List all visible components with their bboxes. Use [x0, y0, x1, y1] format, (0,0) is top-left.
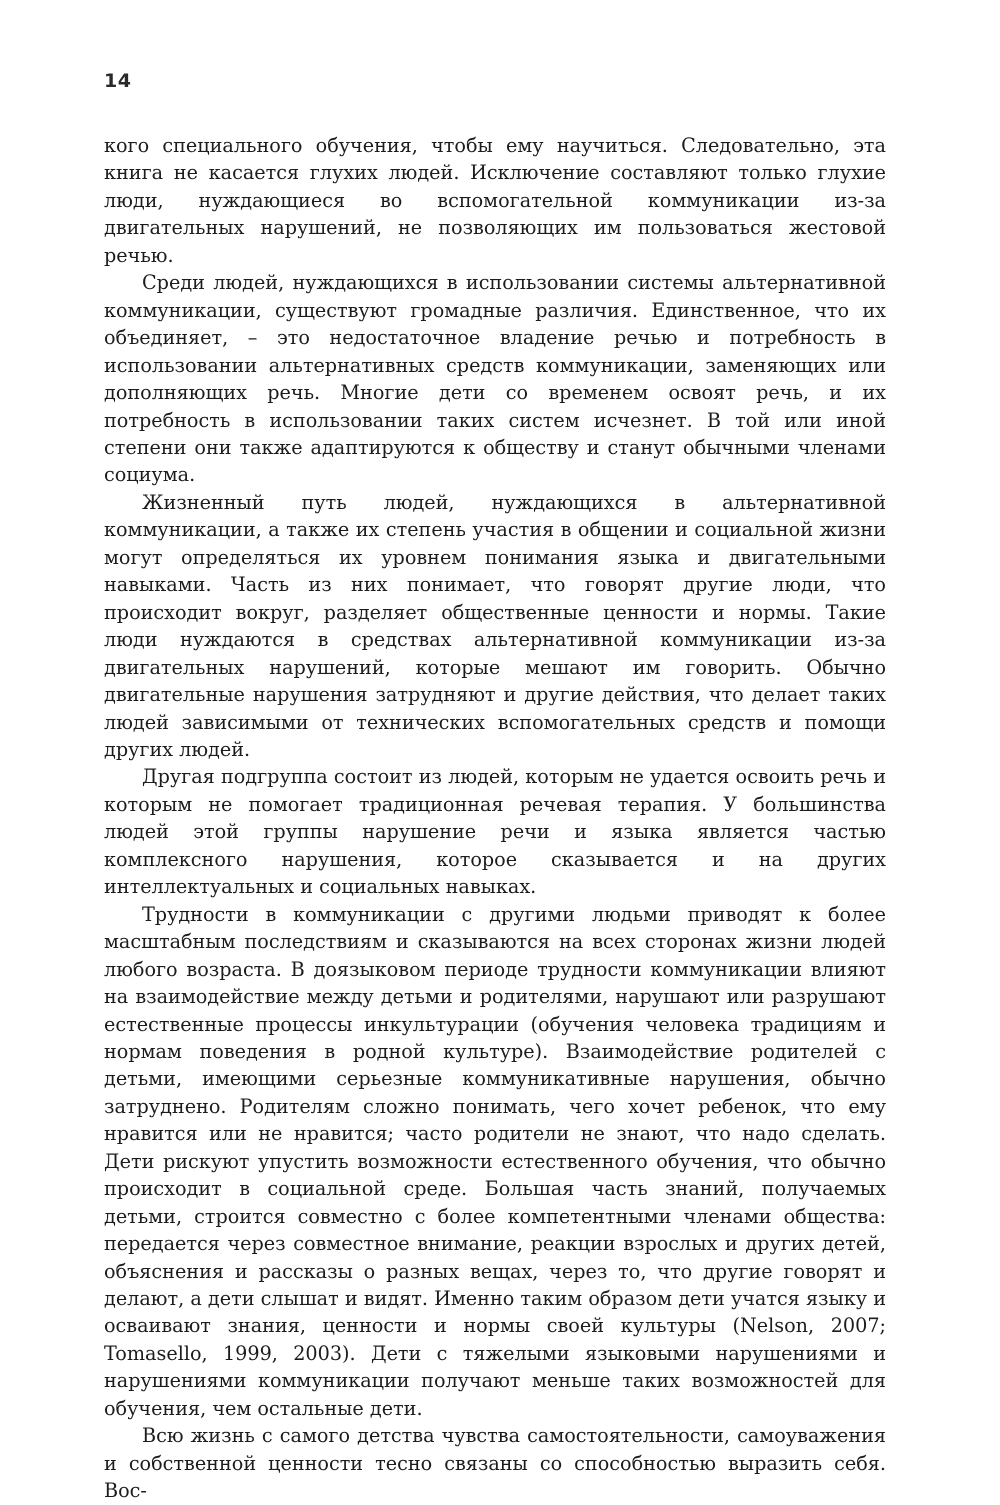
body-text: [104, 132, 886, 1505]
paragraph-continuation: кого специального обучения, чтобы ему научиться. Следовательно, эта книга не касается глухих людей. Исключение составляют только глухие люди, нуждающиеся во вспомогательной коммуникации из-за двигательных нарушений, не позволяющих им пользоваться жестовой речью.: [104, 134, 886, 267]
paragraph: Жизненный путь людей, нуждающихся в альтернативной коммуникации, а также их степень участия в общении и социальной жизни могут определяться их уровнем понимания языка и двигательными навыками. Часть из них понимает, что говорят другие люди, что происходит вокруг, разделяет общественные ценности и нормы. Такие люди нуждаются в средствах альтернативной коммуникации из-за двигательных нарушений, которые мешают им говорить. Обычно двигательные нарушения затрудняют и другие действия, что делает таких людей зависимыми от технических вспомогательных средств и помощи других людей.: [104, 490, 886, 761]
page-number: 14: [104, 70, 132, 92]
paragraph: Среди людей, нуждающихся в использовании системы альтернативной коммуникации, существуют громадные различия. Единственное, что их объединяет, – это недостаточное владение речью и потребность в использовании альтернативных средств коммуникации, заменяющих или дополняющих речь. Многие дети со временем освоят речь, и их потребность в использовании таких систем исчезнет. В той или иной степени они также адаптируются к обществу и станут обычными членами социума.: [104, 271, 886, 487]
paragraph: Всю жизнь с самого детства чувства самостоятельности, самоуважения и собственной ценности тесно связаны со способностью выразить себя. Вос-: [104, 1424, 886, 1503]
paragraph: Другая подгруппа состоит из людей, которым не удается освоить речь и которым не помогает традиционная речевая терапия. У большинства людей этой группы нарушение речи и языка является частью комплексного нарушения, которое сказывается и на других интеллектуальных и социальных навыках.: [104, 765, 886, 899]
paragraph: Трудности в коммуникации с другими людьми приводят к более масштабным последствиям и сказываются на всех сторонах жизни людей любого возраста. В доязыковом периоде трудности коммуникации влияют на взаимодействие между детьми и родителями, нарушают или разрушают естественные процессы инкультурации (обучения человека традициям и нормам поведения в родной культуре). Взаимодействие родителей с детьми, имеющими серьезные коммуникативные нарушения, обычно затруднено. Родителям сложно понимать, чего хочет ребенок, что ему нравится или не нравится; часто родители не знают, что надо сделать. Дети рискуют упустить возможности естественного обучения, что обычно происходит в социальной среде. Большая часть знаний, получаемых детьми, строится совместно с более компетентными членами общества: передается через совместное внимание, реакции взрослых и других детей, объяснения и рассказы о разных вещах, через то, что другие говорят и делают, а дети слышат и видят. Именно таким образом дети учатся языку и осваивают знания, ценности и нормы своей культуры (Nelson, 2007; Tomasello, 1999, 2003). Дети с тяжелыми языковыми нарушениями и нарушениями коммуникации получают меньше таких возможностей для обучения, чем остальные дети.: [104, 902, 886, 1420]
